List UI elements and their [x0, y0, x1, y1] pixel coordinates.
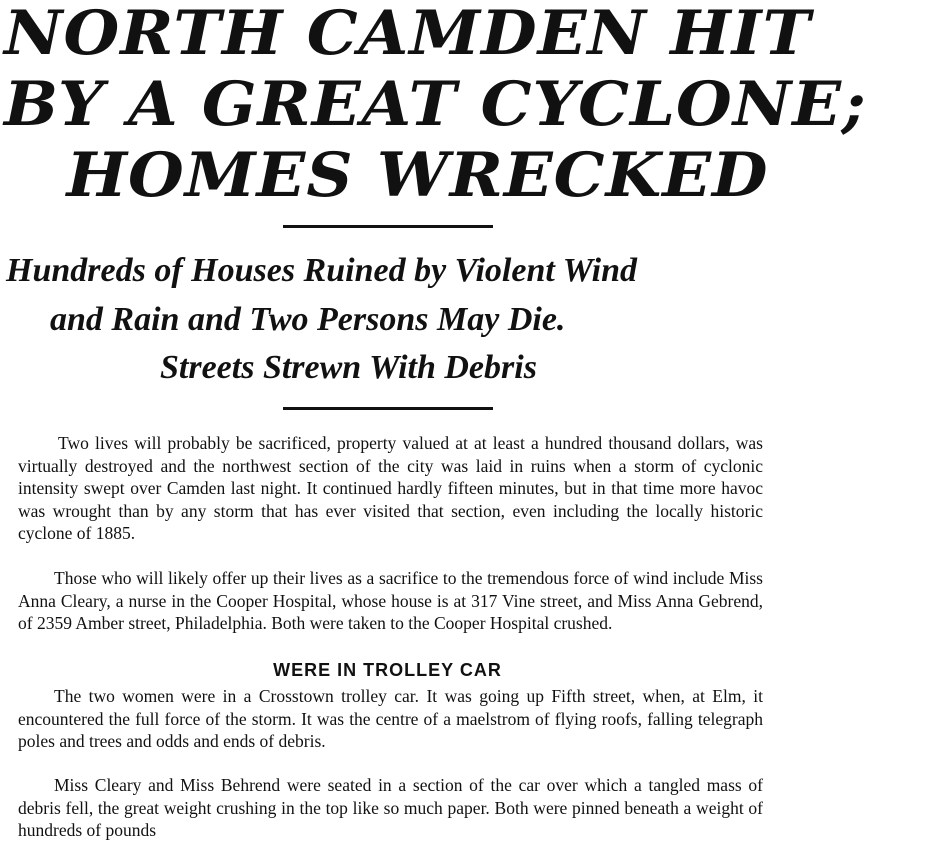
article-paragraph-1: Two lives will probably be sacrificed, property valued at at least a hundred thousand dollars, was virtually destroyed and the northwest section of the city was laid in ruins when a storm of cyclonic intensity swept over Camden last night. It continued hardly fifteen minutes, but in that time more havoc was wrought than by any storm that has ever visited that section, even including the locally historic cyclone of 1885.	[18, 433, 763, 544]
article-paragraph-3: The two women were in a Crosstown trolley car. It was going up Fifth street, when, at Elm, it encountered the full force of the storm. It was the centre of a maelstrom of flying roofs, falling telegraph poles and trees and odds and ends of debris.	[18, 686, 763, 752]
deck-line-2: and Rain and Two Persons May Die.	[50, 301, 566, 338]
article-subhead: WERE IN TROLLEY CAR	[273, 660, 502, 680]
headline-line-2: BY A GREAT CYCLONE;	[4, 68, 867, 141]
article-paragraph-2: Those who will likely offer up their lives as a sacrifice to the tremendous force of wind include Miss Anna Cleary, a nurse in the Cooper Hospital, whose house is at 317 Vine street, and Miss Anna Gebrend, of 2359 Amber street, Philadelphia. Both were taken to the Cooper Hospital crushed.	[18, 568, 763, 634]
deck-divider-rule	[283, 407, 493, 410]
deck-line-3: Streets Strewn With Debris	[160, 349, 537, 386]
article-paragraph-4: Miss Cleary and Miss Behrend were seated in a section of the car over which a tangled mass of debris fell, the great weight crushing in the top like so much paper. Both were pinned beneath a weight of hundreds of pounds	[18, 775, 763, 841]
headline-divider-rule	[283, 225, 493, 228]
deck-line-1: Hundreds of Houses Ruined by Violent Wind	[6, 252, 638, 289]
headline-line-1: NORTH CAMDEN HIT	[4, 0, 812, 70]
headline-line-3: HOMES WRECKED	[66, 139, 769, 212]
